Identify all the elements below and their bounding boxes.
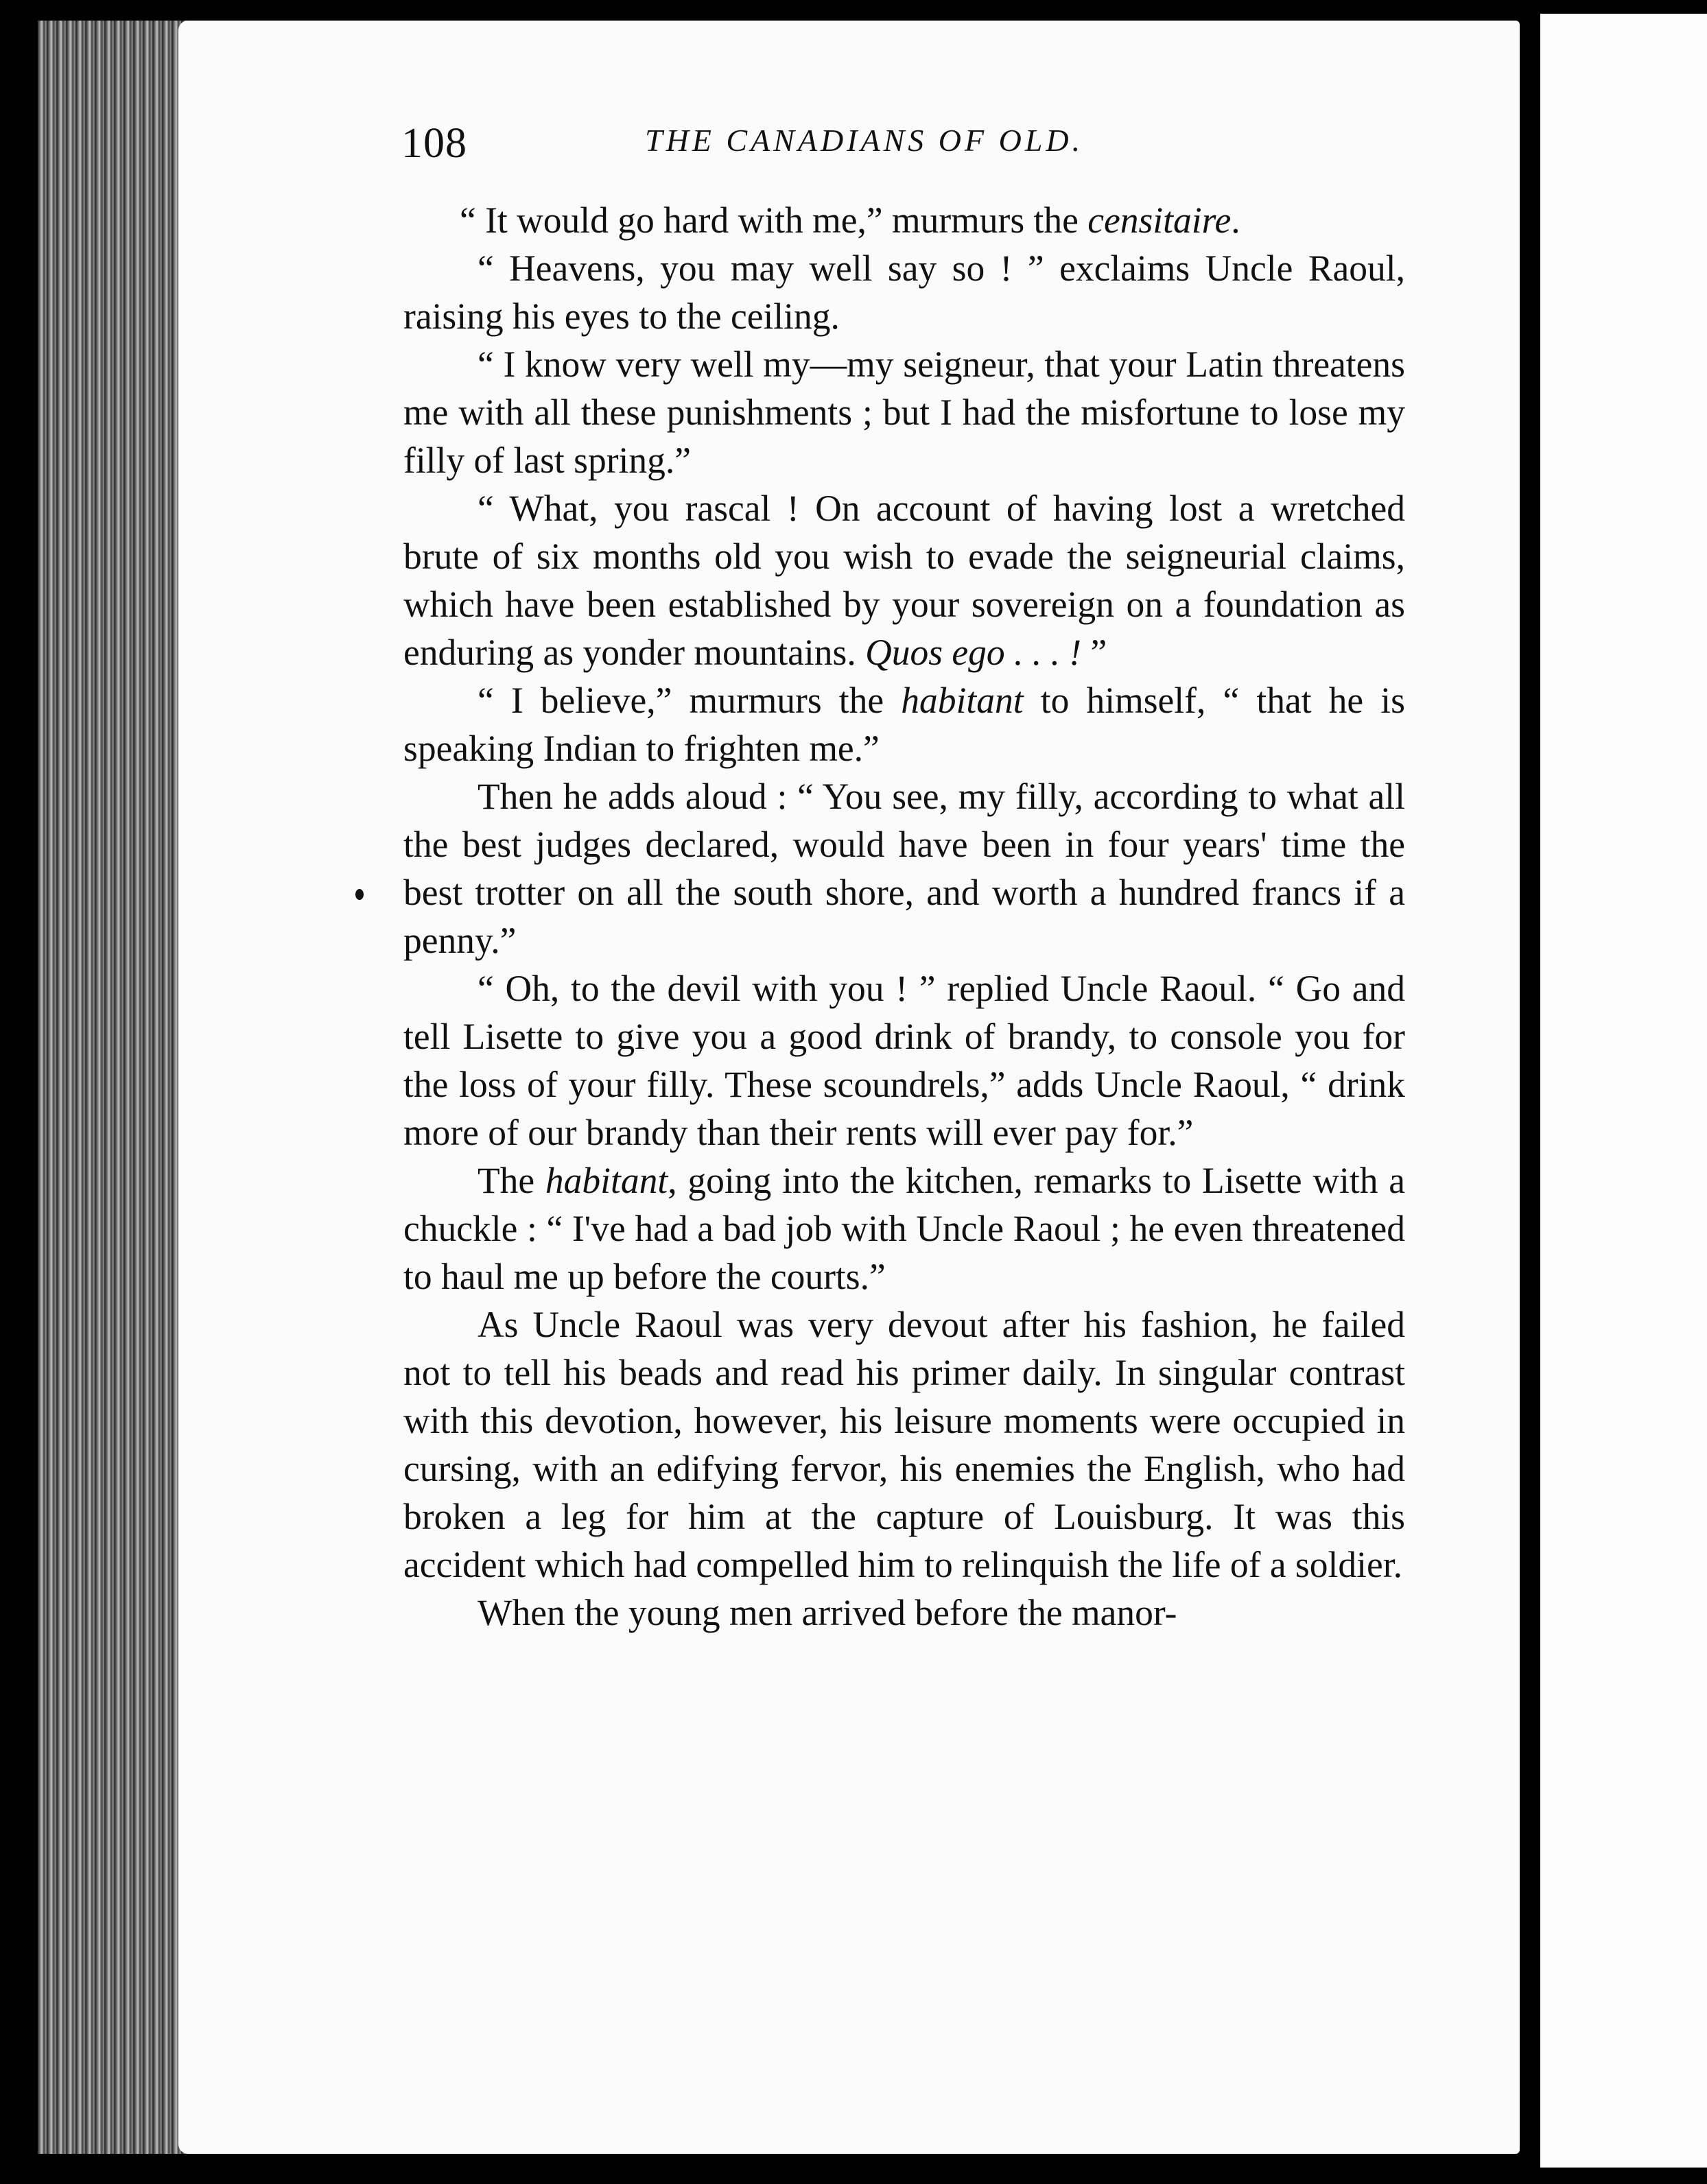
page-number: 108	[401, 120, 467, 167]
paragraph: “ I know very well my—my seigneur, that your Latin threatens me with all these punishments ; but I had the misfortune to lose my filly of last spring.”	[403, 344, 1405, 481]
page-header	[401, 117, 1417, 171]
paragraph: “ I believe,” murmurs the habitant to himself, “ that he is speaking Indian to frighten me.”	[403, 680, 1405, 769]
paragraph: “ It would go hard with me,” murmurs the censitaire.	[460, 200, 1240, 241]
paragraph: As Uncle Raoul was very devout after his fashion, he failed not to tell his beads and read his primer daily. In singular contrast with this devotion, however, his leisure moments were occupied in cursing, with an edifying fervor, his enemies the English, who had broken a leg for him at the capture of Louisburg. It was this accident which had compelled him to relinquish the life of a soldier.	[403, 1304, 1405, 1585]
ink-speck	[355, 889, 364, 900]
paragraph: “ What, you rascal ! On account of having lost a wretched brute of six months old you wish to evade the seigneurial claims, which have been established by your sovereign on a foundation as enduring as yonder mountains. Quos ego . . . ! ”	[403, 488, 1405, 673]
book-page-edges	[38, 21, 199, 2154]
paragraph: “ Heavens, you may well say so ! ” exclaims Uncle Raoul, raising his eyes to the ceiling.	[403, 248, 1405, 337]
paragraph: When the young men arrived before the manor-	[478, 1592, 1177, 1633]
right-page	[1540, 14, 1707, 2168]
paragraph: Then he adds aloud : “ You see, my filly, according to what all the best judges declared, would have been in four years' time the best trotter on all the south shore, and worth a hundred francs if a penny.”	[403, 776, 1405, 961]
paragraph: The habitant, going into the kitchen, remarks to Lisette with a chuckle : “ I've had a bad job with Uncle Raoul ; he even threatened to haul me up before the courts.”	[403, 1160, 1405, 1297]
running-head: THE CANADIANS OF OLD.	[645, 123, 1084, 158]
paragraph: “ Oh, to the devil with you ! ” replied Uncle Raoul. “ Go and tell Lisette to give you a good drink of brandy, to console you for the loss of your filly. These scoundrels,” adds Uncle Raoul, “ drink more of our brandy than their rents will ever pay for.”	[403, 968, 1405, 1153]
body-text	[403, 196, 1405, 1637]
